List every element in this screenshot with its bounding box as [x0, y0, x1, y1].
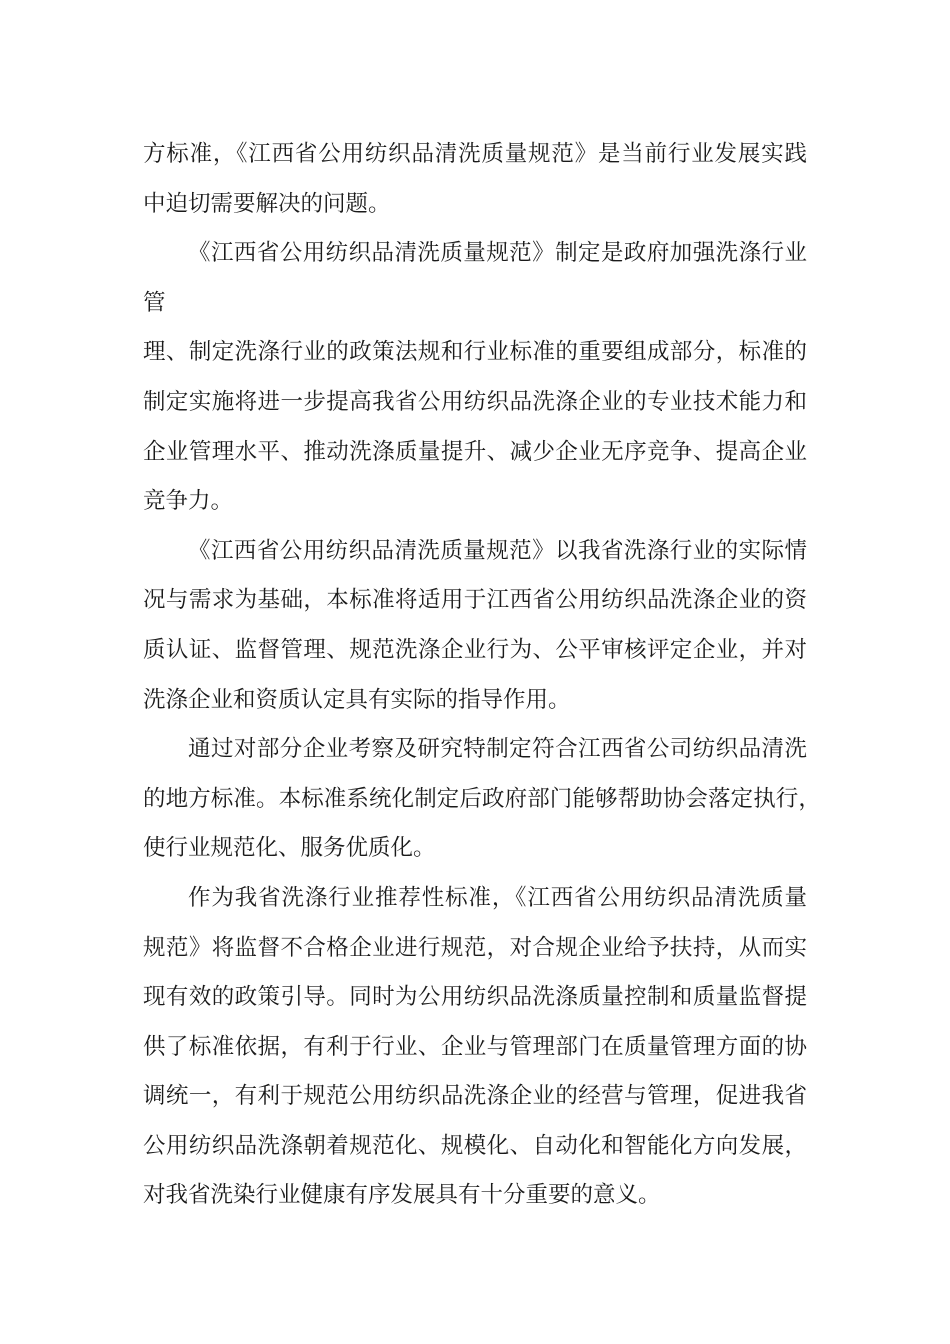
text-line-4: 管 — [143, 289, 166, 315]
text-line-10: 况与需求为基础，本标准将适用于江西省公用纺织品洗涤企业的资 — [143, 587, 807, 613]
text-line-1: 方标准，《江西省公用纺织品清洗质量规范》是当前行业发展实践 — [143, 141, 807, 166]
text-line-19: 供了标准依据，有利于行业、企业与管理部门在质量管理方面的协 — [143, 1033, 807, 1059]
text-line-14: 的地方标准。本标准系统化制定后政府部门能够帮助协会落定执行， — [143, 785, 822, 811]
text-line-11: 质认证、监督管理、规范洗涤企业行为、公平审核评定企业，并对 — [143, 636, 807, 662]
text-line-5: 理、制定洗涤行业的政策法规和行业标准的重要组成部分，标准的 — [143, 339, 807, 365]
text-line-22: 对我省洗染行业健康有序发展具有十分重要的意义。 — [143, 1182, 661, 1208]
text-line-13: 通过对部分企业考察及研究特制定符合江西省公司纺织品清洗 — [188, 736, 807, 762]
text-line-7: 企业管理水平、推动洗涤质量提升、减少企业无序竞争、提高企业 — [143, 438, 807, 464]
document-text-block — [143, 129, 822, 1220]
text-line-16: 作为我省洗涤行业推荐性标准，《江西省公用纺织品清洗质量 — [188, 884, 807, 910]
text-line-12: 洗涤企业和资质认定具有实际的指导作用。 — [143, 686, 571, 712]
text-line-2: 中迫切需要解决的问题。 — [143, 190, 391, 216]
text-line-15: 使行业规范化、服务优质化。 — [143, 835, 436, 861]
text-line-18: 现有效的政策引导。同时为公用纺织品洗涤质量控制和质量监督提 — [143, 984, 807, 1010]
text-line-8: 竞争力。 — [143, 488, 234, 514]
text-line-3: 《江西省公用纺织品清洗质量规范》制定是政府加强洗涤行业 — [188, 240, 807, 266]
text-line-20: 调统一，有利于规范公用纺织品洗涤企业的经营与管理，促进我省 — [143, 1083, 807, 1109]
text-line-21: 公用纺织品洗涤朝着规范化、规模化、自动化和智能化方向发展， — [143, 1132, 807, 1158]
text-line-9: 《江西省公用纺织品清洗质量规范》以我省洗涤行业的实际情 — [188, 537, 807, 563]
text-line-17: 规范》将监督不合格企业进行规范，对合规企业给予扶持，从而实 — [143, 934, 807, 960]
text-line-6: 制定实施将进一步提高我省公用纺织品洗涤企业的专业技术能力和 — [143, 388, 807, 414]
